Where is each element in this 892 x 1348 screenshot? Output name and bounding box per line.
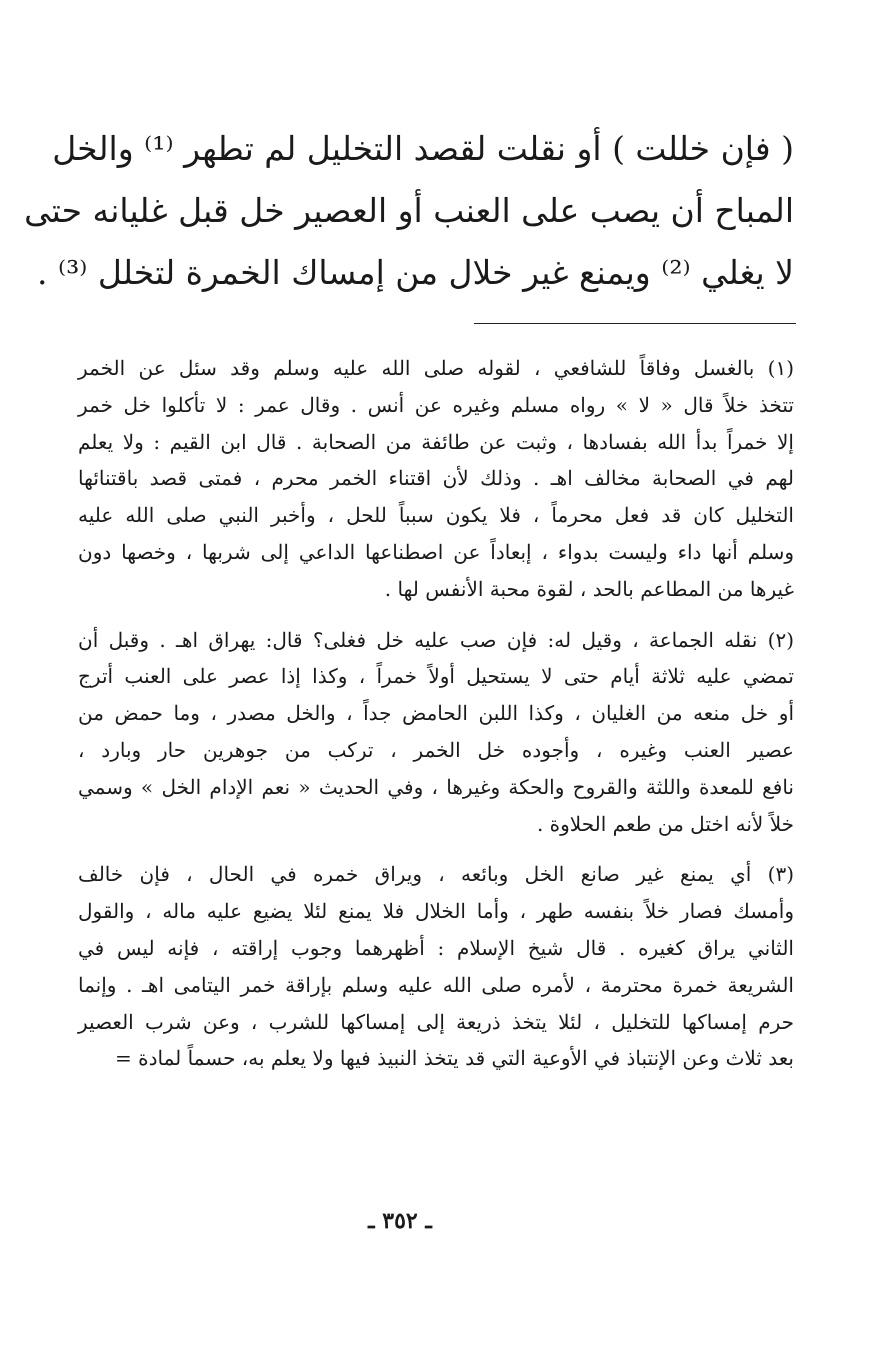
main-text-line: المباح أن يصب على العنب أو العصير خل قبل غليانه حتى [24,191,794,230]
footnote-line: تتخذ خلاً قال « لا » رواه مسلم وغيره عن أنس . وقال عمر : لا تأكلوا خل خمر [78,392,794,417]
footnote-line: بعد ثلاث وعن الإنتباذ في الأوعية التي قد يتخذ النبيذ فيها ولا يعلم به، حسماً لمادة = [114,1046,794,1071]
footnote-line: وسلم أنها داء وليست بدواء ، إبعاداً عن اصطناعها الداعي إلى شربها ، وخصها دون [78,539,794,564]
footnote-1 [78,350,794,608]
footnote-line: أو خل منعه من الغليان ، وكذا اللبن الحامض جداً ، والخل مصدر ، وما حمض من [78,701,794,726]
footnote-line: نافع للمعدة واللثة والقروح والحكة وغيرها ، وفي الحديث « نعم الإدام الخل » وسمي [78,774,794,799]
footnote-line: وأمسك فصار خلاً بنفسه طهر ، وأما الخلال فلا يمنع لئلا يضيع عليه ماله ، والقول [78,899,795,924]
footnote-line: خلاً لأنه اختل من طعم الحلاوة . [536,811,794,836]
footnote-line: التخليل كان قد فعل محرماً ، فلا يكون سبباً للحل ، وأخبر النبي صلى الله عليه [78,503,794,528]
footnote-line: الشريعة خمرة محترمة ، لأمره صلى الله عليه وسلم بإراقة خمر اليتامى اهـ . وإنما [78,972,794,997]
footnote-line: تمضي عليه ثلاثة أيام حتى لا يستحيل أولاً خمراً ، وكذا إذا عصر على العنب أترج [78,664,794,689]
footnotes [78,350,794,1091]
footnote-line: عصير العنب وغيره ، وأجوده خل الخمر ، تركب من جوهرين حار وبارد ، [78,737,794,762]
main-text-line: ( فإن خللت ) أو نقلت لقصد التخليل لم تطهر ⁽¹⁾ والخل [52,129,794,168]
footnote-line: الثاني يراق كغيره . قال شيخ الإسلام : أظهرهما وجوب إراقته ، فإنه ليس في [78,935,794,960]
footnote-line: (٢) نقله الجماعة ، وقيل له: فإن صب عليه خل فغلى؟ قال: يهراق اهـ . وقبل أن [78,627,794,652]
footnote-2 [78,622,794,843]
footnote-line: لهم في الصحابة مخالف اهـ . وذلك لأن اقتناء الخمر محرم ، فمتى قصد باقتنائها [78,466,794,491]
main-text [24,118,794,304]
footnote-3 [78,856,794,1077]
main-text-line: لا يغلي ⁽²⁾ ويمنع غير خلال من إمساك الخمرة لتخلل ⁽³⁾ . [36,253,794,292]
footnote-line: إلا خمراً بدأ الله بفسادها ، وثبت عن طائفة من الصحابة . قال ابن القيم : ولا يعلم [78,429,794,454]
footnote-line: حرم إمساكها للتخليل ، لئلا يتخذ ذريعة إلى إمساكها للشرب ، وعن شرب العصير [78,1009,794,1034]
page-number: ـ ٣٥٢ ـ [368,1208,432,1234]
footnote-line: (١) بالغسل وفاقاً للشافعي ، لقوله صلى الله عليه وسلم وقد سئل عن الخمر [78,356,794,380]
footnote-divider [474,323,796,324]
footnote-line: غيرها من المطاعم بالحد ، لقوة محبة الأنفس لها . [384,576,794,601]
footnote-line: (٣) أي يمنع غير صانع الخل وبائعه ، ويراق خمره في الحال ، فإن خالف [78,862,794,887]
